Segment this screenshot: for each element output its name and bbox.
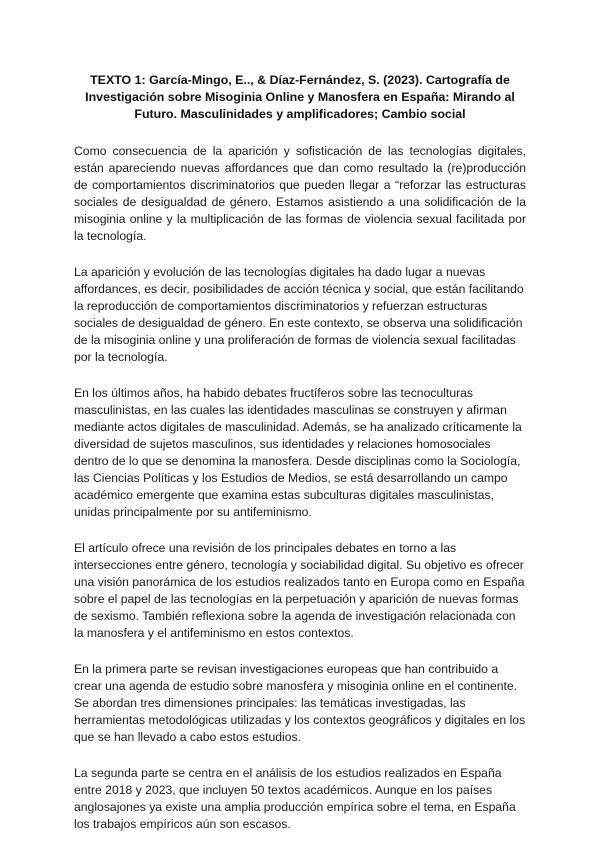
paragraph-3: En los últimos años, ha habido debates fructíferos sobre las tecnoculturas masculinistas, en las cuales las identidades masculinas se construyen y afirman mediante actos digitales de masculinidad. Además, se ha analizado críticamente la diversidad de sujetos masculinos, sus identidades y relaciones homosociales dentro de lo que se denomina la manosfera. Desde disciplinas como la Sociología, las Ciencias Políticas y los Estudios de Medios, se está desarrollando un campo académico emergente que examina estas subculturas digitales masculinistas, unidas principalmente por su antifeminismo. <box>74 386 522 519</box>
paragraph-4: El artículo ofrece una revisión de los principales debates en torno a las intersecciones entre género, tecnología y sociabilidad digital. Su objetivo es ofrecer una visión panorámica de los estudios realizados tanto en Europa como en España sobre el papel de las tecnologías en la perpetuación y aparición de nuevas formas de sexismo. También reflexiona sobre la agenda de investigación relacionada con la manosfera y el antifeminismo en estos contextos. <box>74 541 525 640</box>
document-title: TEXTO 1: García-Mingo, E.., & Díaz-Fernández, S. (2023). Cartografía de Investigación sobre Misoginia Online y Manosfera en España: Mirando al Futuro. Masculinidades y amplificadores; Cambio social <box>85 73 515 121</box>
paragraph-5: En la primera parte se revisan investigaciones europeas que han contribuido a crear una agenda de estudio sobre manosfera y misoginia online en el continente. Se abordan tres dimensiones principales: las temáticas investigadas, las herramientas metodológicas utilizadas y los contextos geográficos y digitales en los que se han llevado a cabo estos estudios. <box>74 662 526 744</box>
paragraph-6: La segunda parte se centra en el análisis de los estudios realizados en España entre 2018 y 2023, que incluyen 50 textos académicos. Aunque en los países anglosajones ya existe una amplia producción empírica sobre el tema, en España los trabajos empíricos aún son escasos. <box>74 766 516 831</box>
paragraph-2: La aparición y evolución de las tecnologías digitales ha dado lugar a nuevas affordances, es decir, posibilidades de acción técnica y social, que están facilitando la reproducción de comportamientos discriminatorios y refuerzan estructuras sociales de desigualdad de género. En este contexto, se observa una solidificación de la misoginia online y una proliferación de formas de violencia sexual facilitadas por la tecnología. <box>74 265 524 364</box>
paragraph-1: Como consecuencia de la aparición y sofisticación de las tecnologías digitales, están apareciendo nuevas affordances que dan como resultado la (re)producción de comportamientos discriminatorios que pueden llegar a “reforzar las estructuras sociales de desigualdad de género. Estamos asistiendo a una solidificación de la misoginia online y la multiplicación de las formas de violencia sexual facilitada por la tecnología. <box>74 144 526 243</box>
